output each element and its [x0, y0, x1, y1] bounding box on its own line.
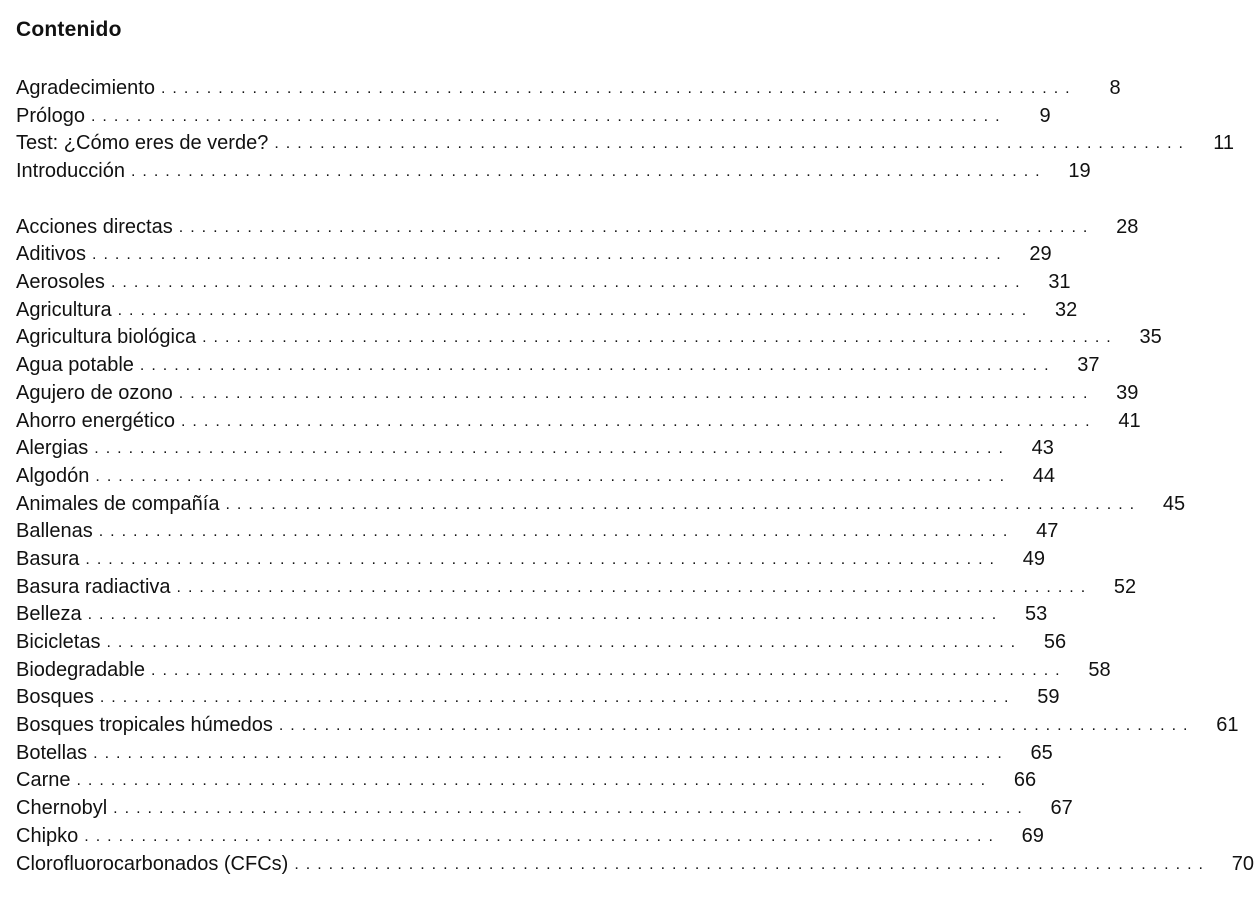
- toc-entry-label: Botellas: [16, 741, 88, 764]
- dot-leader: ................................................................................: [180, 412, 1097, 430]
- section-gap: [16, 186, 652, 214]
- toc-entry: [16, 546, 1045, 574]
- toc-entry-page-number: 59: [1037, 686, 1060, 709]
- toc-entry-page-number: 35: [1139, 326, 1162, 349]
- toc-entry-label: Clorofluorocarbonados (CFCs): [16, 852, 289, 875]
- toc-entry-page-number: 53: [1024, 603, 1048, 626]
- toc-entry-label: Introducción: [16, 160, 125, 183]
- toc-entry-label: Bicicletas: [16, 631, 101, 654]
- dot-leader: ................................................................................: [95, 467, 1012, 485]
- toc-entry: [16, 130, 1234, 158]
- dot-leader: ................................................................................: [110, 274, 1027, 292]
- dot-leader: ................................................................................: [117, 301, 1034, 319]
- dot-leader: ................................................................................: [178, 218, 1095, 236]
- toc-entry-label: Aerosoles: [16, 271, 105, 294]
- toc-entry-page-number: 67: [1050, 797, 1073, 820]
- toc-entry-label: Algodón: [16, 464, 90, 487]
- toc-entry-label: Chipko: [16, 824, 79, 847]
- dot-leader: ................................................................................: [98, 523, 1015, 541]
- entries-list: [16, 214, 1254, 879]
- toc-entry-label: Biodegradable: [16, 658, 145, 681]
- toc-entry-page-number: 41: [1118, 409, 1141, 432]
- toc-entry-page-number: 56: [1043, 631, 1067, 654]
- dot-leader: ................................................................................: [130, 163, 1047, 181]
- dot-leader: ................................................................................: [202, 329, 1118, 347]
- dot-leader: ................................................................................: [106, 634, 1023, 652]
- toc-entry-page-number: 11: [1213, 132, 1234, 155]
- toc-entry-label: Agricultura: [16, 298, 112, 321]
- toc-entry-page-number: 44: [1032, 464, 1056, 487]
- toc-entry-page-number: 45: [1162, 492, 1186, 515]
- page-title: Contenido: [16, 18, 122, 41]
- toc-entry-page-number: 69: [1021, 824, 1044, 847]
- dot-leader: ................................................................................: [84, 827, 1000, 845]
- dot-leader: ................................................................................: [87, 606, 1004, 624]
- toc-entry-label: Basura radiactiva: [16, 575, 171, 598]
- toc-entry-page-number: 43: [1031, 437, 1054, 460]
- toc-entry-page-number: 66: [1013, 769, 1037, 792]
- toc-entry-page-number: 49: [1022, 547, 1045, 570]
- toc-entry-label: Ahorro energético: [16, 409, 175, 432]
- toc-entry: [16, 657, 1111, 685]
- toc-entry: [16, 103, 1051, 131]
- toc-entry: [16, 352, 1100, 380]
- toc-entry: [16, 629, 1067, 657]
- toc-entry-page-number: 65: [1030, 741, 1053, 764]
- toc-entry: [16, 158, 1091, 186]
- toc-entry-label: Carne: [16, 769, 71, 792]
- toc-entry-label: Ballenas: [16, 520, 93, 543]
- toc-entry-page-number: 37: [1077, 354, 1100, 377]
- toc-entry: [16, 574, 1137, 602]
- toc-entry-label: Belleza: [16, 603, 82, 626]
- dot-leader: ................................................................................: [225, 495, 1142, 513]
- dot-leader: ................................................................................: [139, 357, 1056, 375]
- dot-leader: ................................................................................: [99, 689, 1016, 707]
- toc-entry: [16, 241, 1052, 269]
- toc-entry-label: Alergias: [16, 437, 89, 460]
- toc-entry: [16, 851, 1254, 879]
- toc-entry-page-number: 32: [1054, 298, 1078, 321]
- toc-entry-page-number: 47: [1036, 520, 1059, 543]
- toc-entry-page-number: 8: [1109, 76, 1121, 99]
- toc-entry-label: Bosques tropicales húmedos: [16, 714, 273, 737]
- toc-entry-page-number: 39: [1116, 381, 1139, 404]
- dot-leader: ................................................................................: [92, 246, 1008, 264]
- toc-entry: [16, 297, 1078, 325]
- toc-entry-page-number: 28: [1116, 215, 1139, 238]
- toc-entry-label: Agradecimiento: [16, 76, 155, 99]
- toc-entry-label: Agricultura biológica: [16, 326, 197, 349]
- toc-entry-page-number: 19: [1068, 160, 1091, 183]
- toc-entry: [16, 823, 1044, 851]
- dot-leader: ................................................................................: [151, 661, 1067, 679]
- dot-leader: ................................................................................: [94, 440, 1010, 458]
- toc-entry-label: Acciones directas: [16, 215, 173, 238]
- toc-entry: [16, 795, 1073, 823]
- front-matter-list: [16, 75, 1234, 186]
- dot-leader: ................................................................................: [90, 107, 1007, 125]
- dot-leader: ................................................................................: [274, 135, 1190, 153]
- toc-entry: [16, 491, 1186, 519]
- toc-entry-page-number: 29: [1029, 243, 1052, 266]
- toc-entry: [16, 463, 1056, 491]
- dot-leader: ................................................................................: [278, 717, 1195, 735]
- toc-entry: [16, 435, 1054, 463]
- toc-entry-page-number: 58: [1088, 658, 1111, 681]
- toc-entry: [16, 768, 1037, 796]
- toc-entry: [16, 269, 1071, 297]
- toc-entry: [16, 75, 1121, 103]
- dot-leader: ................................................................................: [85, 550, 1001, 568]
- toc-entry-page-number: 9: [1039, 104, 1051, 127]
- toc-entry-page-number: 31: [1048, 271, 1071, 294]
- toc-entry-label: Aditivos: [16, 243, 87, 266]
- toc-entry: [16, 712, 1239, 740]
- toc-entry: [16, 214, 1139, 242]
- toc-entry-page-number: 70: [1231, 852, 1254, 875]
- toc-entry-label: Agujero de ozono: [16, 381, 173, 404]
- toc-entry-label: Bosques: [16, 686, 94, 709]
- dot-leader: ................................................................................: [176, 578, 1093, 596]
- toc-entry: [16, 380, 1139, 408]
- toc-entry-label: Agua potable: [16, 354, 134, 377]
- toc-entry: [16, 325, 1162, 353]
- toc-entry-label: Chernobyl: [16, 797, 108, 820]
- toc-entry: [16, 518, 1059, 546]
- toc-entry: [16, 740, 1053, 768]
- toc-entry: [16, 408, 1141, 436]
- dot-leader: ................................................................................: [160, 79, 1077, 97]
- dot-leader: ................................................................................: [93, 744, 1009, 762]
- toc-entry-label: Prólogo: [16, 104, 85, 127]
- dot-leader: ................................................................................: [178, 384, 1095, 402]
- toc-entry-page-number: 61: [1216, 714, 1239, 737]
- dot-leader: ................................................................................: [294, 855, 1210, 873]
- dot-leader: ................................................................................: [76, 772, 993, 790]
- toc-entry-label: Animales de compañía: [16, 492, 220, 515]
- toc-entry-page-number: 52: [1113, 575, 1137, 598]
- toc-entry-label: Test: ¿Cómo eres de verde?: [16, 132, 269, 155]
- table-of-contents: [16, 75, 1254, 878]
- toc-entry: [16, 601, 1048, 629]
- toc-entry: [16, 684, 1060, 712]
- dot-leader: ................................................................................: [113, 800, 1029, 818]
- toc-entry-label: Basura: [16, 547, 80, 570]
